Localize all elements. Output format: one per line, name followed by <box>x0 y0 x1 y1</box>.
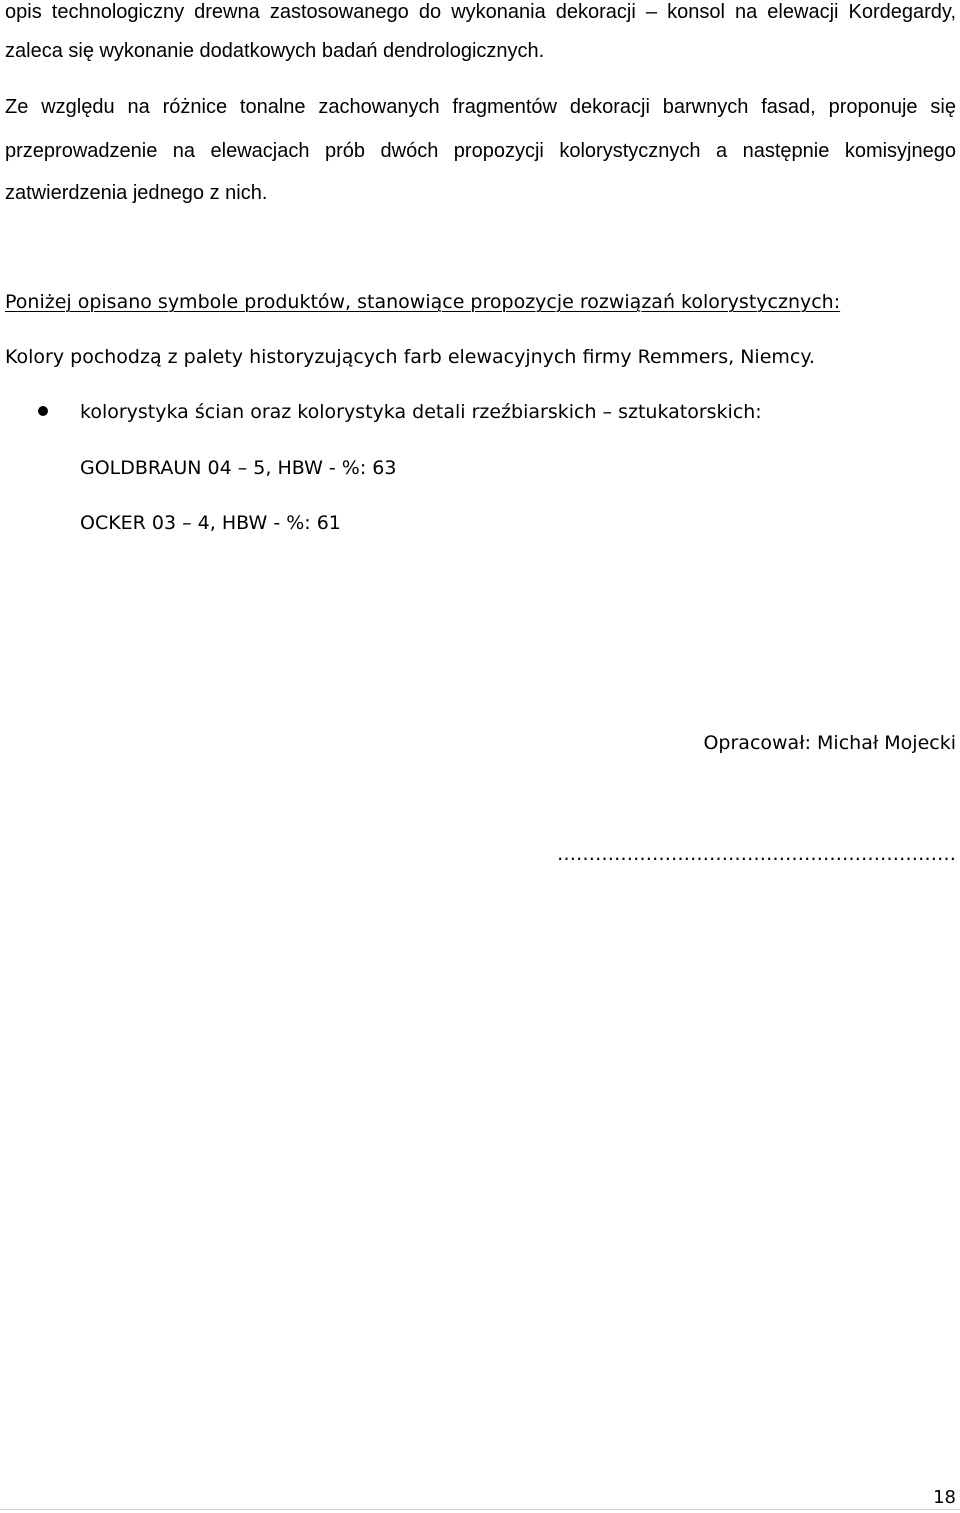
paragraph2-line2: przeprowadzenie na elewacjach prób dwóch propozycji kolorystycznych a następnie komisyjnego <box>5 140 956 162</box>
paragraph1-line2: zaleca się wykonanie dodatkowych badań dendrologicznych. <box>5 40 545 62</box>
colors-source-text: Kolory pochodzą z palety historyzujących farb elewacyjnych firmy Remmers, Niemcy. <box>5 346 815 368</box>
color-code-ocker: OCKER 03 – 4, HBW - %: 61 <box>80 512 341 534</box>
footer-divider <box>0 1509 960 1510</box>
section-heading: Poniżej opisano symbole produktów, stanowiące propozycje rozwiązań kolorystycznych: <box>5 291 841 313</box>
bullet-dot-icon <box>38 406 48 416</box>
signature-dots: ……………………………………………………… <box>557 843 956 865</box>
color-code-goldbraun: GOLDBRAUN 04 – 5, HBW - %: 63 <box>80 457 397 479</box>
page-number: 18 <box>933 1487 956 1508</box>
author-line: Opracował: Michał Mojecki <box>703 732 956 754</box>
paragraph2-line3: zatwierdzenia jednego z nich. <box>5 182 268 204</box>
paragraph2-line1: Ze względu na różnice tonalne zachowanych fragmentów dekoracji barwnych fasad, proponuje się <box>5 96 956 118</box>
bullet-item-text: kolorystyka ścian oraz kolorystyka detali rzeźbiarskich – sztukatorskich: <box>80 401 762 423</box>
paragraph1-line1: opis technologiczny drewna zastosowanego do wykonania dekoracji – konsol na elewacji Kordegardy, <box>5 1 956 23</box>
